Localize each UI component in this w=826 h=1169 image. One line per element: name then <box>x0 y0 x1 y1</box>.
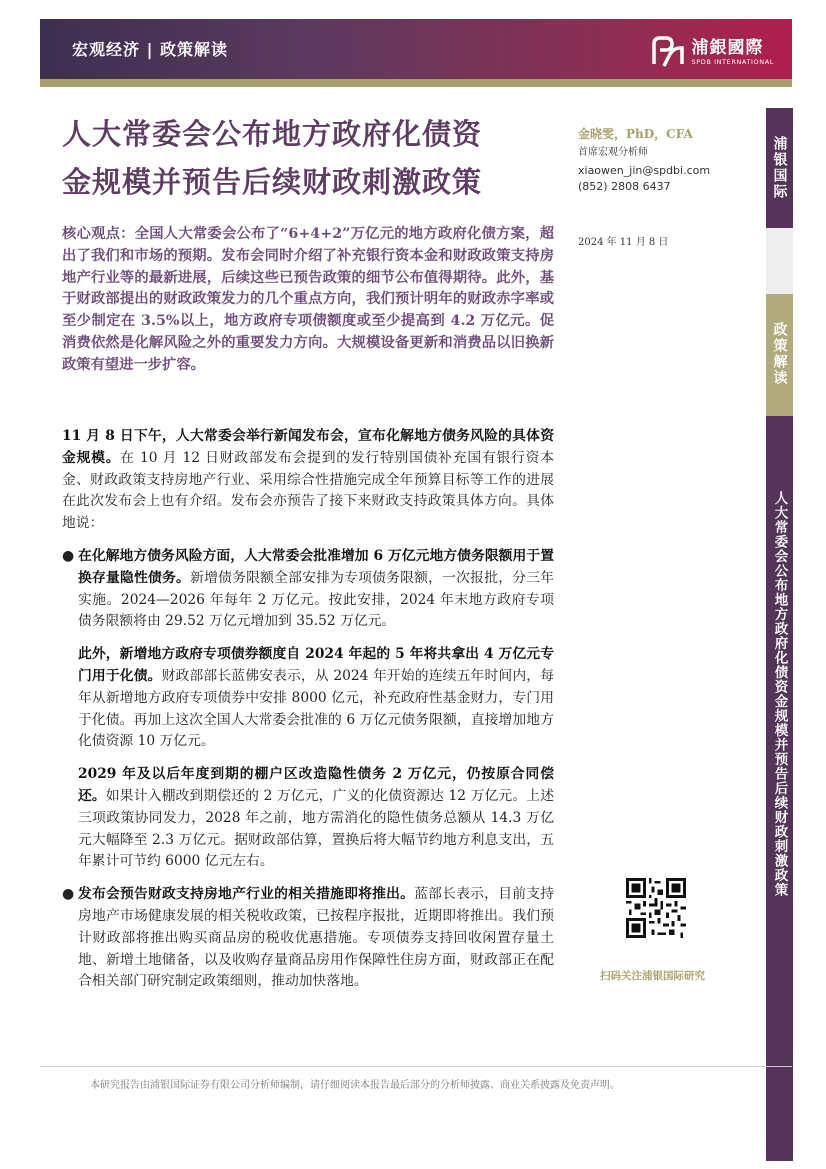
bullet-body: 蓝部长表示，目前支持房地产市场健康发展的相关税收政策，已按程序报批，近期即将推出。我们预计财政部将推出购买商品房的税收优惠措施。专项债券支持回收闲置存量土地、新增土地储备，以及收购存量商品房用作保障性住房方面，财政部正在配合相关部门研究制定政策细则，推动加快落地。 <box>78 886 555 990</box>
paragraph-body: 财政部部长蓝佛安表示，从 2024 年开始的连续五年时间内，每年从新增地方政府专项债券中安排 8000 亿元，补充政府性基金财力，专门用于化债。再加上这次全国人大常委会批准的 6 万亿元债务限额，直接增加地方化债资源 10 万亿元。 <box>78 667 554 750</box>
brand-logo <box>650 32 775 72</box>
footer-disclaimer: 本研究报告由浦银国际证券有限公司分析师编制，请仔细阅读本报告最后部分的分析师披露、商业关系披露及免责声明。 <box>90 1080 620 1091</box>
footer-divider <box>40 1066 792 1067</box>
bullet-lead: 在化解地方债务风险方面，人大常委会批准增加 6 万亿元地方债务限额用于置换存量隐性债务。 <box>78 547 554 586</box>
paragraph <box>62 764 554 873</box>
paragraph-body: 如果计入棚改到期偿还的 2 万亿元，广义的化债资源达 12 万亿元。上述三项政策协同发力，2028 年之前，地方需消化的隐性债务总额从 14.3 万亿元大幅降至 2.3 万亿元。据财政部估算，置换后将大幅节约地方利息支出，五年累计可节约 6000 亿元左右。 <box>78 787 555 870</box>
sidebar-tab-brand: 浦银国际 <box>766 108 793 228</box>
bullet-icon: ● <box>62 547 75 564</box>
title-line: 人大常委会公布地方政府化债资 <box>62 117 483 151</box>
report-date: 2024 年 11 月 8 日 <box>578 237 669 248</box>
bullet-body: 新增债务限额全部安排为专项债务限额，一次报批，分三年实施。2024—2026 年每年 2 万亿元。按此安排，2024 年末地方政府专项债务限额将由 29.52 万亿元增加到 35.52 万亿元。 <box>78 569 555 630</box>
logo-name-cn: 浦銀國際 <box>691 37 764 58</box>
paragraph-lead: 此外，新增地方政府专项债券额度自 2024 年起的 5 年将共拿出 4 万亿元专门用于化债。 <box>78 646 554 684</box>
title-line: 金规模并预告后续财政刺激政策 <box>62 165 483 199</box>
author-email: xiaowen_jin@spdbi.com <box>578 164 711 177</box>
qr-caption: 扫码关注浦银国际研究 <box>600 970 705 982</box>
sidebar-gap <box>766 228 793 294</box>
paragraph-lead: 11 月 8 日下午，人大常委会举行新闻发布会，宣布化解地方债务风险的具体资金规模。 <box>62 428 554 466</box>
sidebar-tab-type: 政策解读 <box>766 294 793 422</box>
author-phone: (852) 2808 6437 <box>578 180 671 193</box>
header-stripe <box>40 79 792 87</box>
bullet-item <box>62 884 554 993</box>
report-title <box>62 110 562 206</box>
qr-code-icon[interactable] <box>626 878 686 938</box>
header-bar <box>40 19 792 87</box>
bullet-item <box>62 546 554 633</box>
report-category: 宏观经济 | 政策解读 <box>72 40 228 59</box>
paragraph <box>62 426 554 535</box>
spdb-logo-icon <box>650 34 686 70</box>
paragraph <box>62 644 554 753</box>
sidebar-tab-title: 人大常委会公布地方政府化债资金规模并预告后续财政刺激政策 <box>766 416 793 1161</box>
core-view-summary: 核心观点：全国人大常委会公布了“6+4+2”万亿元的地方政府化债方案，超出了我们和市场的预期。发布会同时介绍了补充银行资本金和财政政策支持房地产行业等的最新进展，后续这些已预告政策的细节公布值得期待。此外，基于财政部提出的财政政策发力的几个重点方向，我们预计明年的财政赤字率或至少制定在 3.5%以上，地方政府专项债额度或至少提高到 4.2 万亿元。促消费依然是化解风险之外的重要发力方向。大规模设备更新和消费品以旧换新政策有望进一步扩容。 <box>62 226 554 373</box>
author-name: 金晓雯，PhD，CFA <box>578 127 693 141</box>
bullet-icon: ● <box>62 886 75 903</box>
body-text <box>62 426 554 1004</box>
logo-name-en: SPDB INTERNATIONAL <box>691 57 774 66</box>
bullet-lead: 发布会预告财政支持房地产行业的相关措施即将推出。 <box>78 886 415 903</box>
paragraph-lead: 2029 年及以后年度到期的棚户区改造隐性债务 2 万亿元，仍按原合同偿还。 <box>78 766 554 804</box>
author-role: 首席宏观分析师 <box>578 147 648 158</box>
paragraph-body: 在 10 月 12 日财政部发布会提到的发行特别国债补充国有银行资本金、财政政策支持房地产行业、采用综合性措施完成全年预算目标等工作的进展在此次发布会上也有介绍。发布会亦预告了接下来财政支持政策具体方向。具体地说： <box>62 449 555 532</box>
author-block <box>578 126 758 195</box>
